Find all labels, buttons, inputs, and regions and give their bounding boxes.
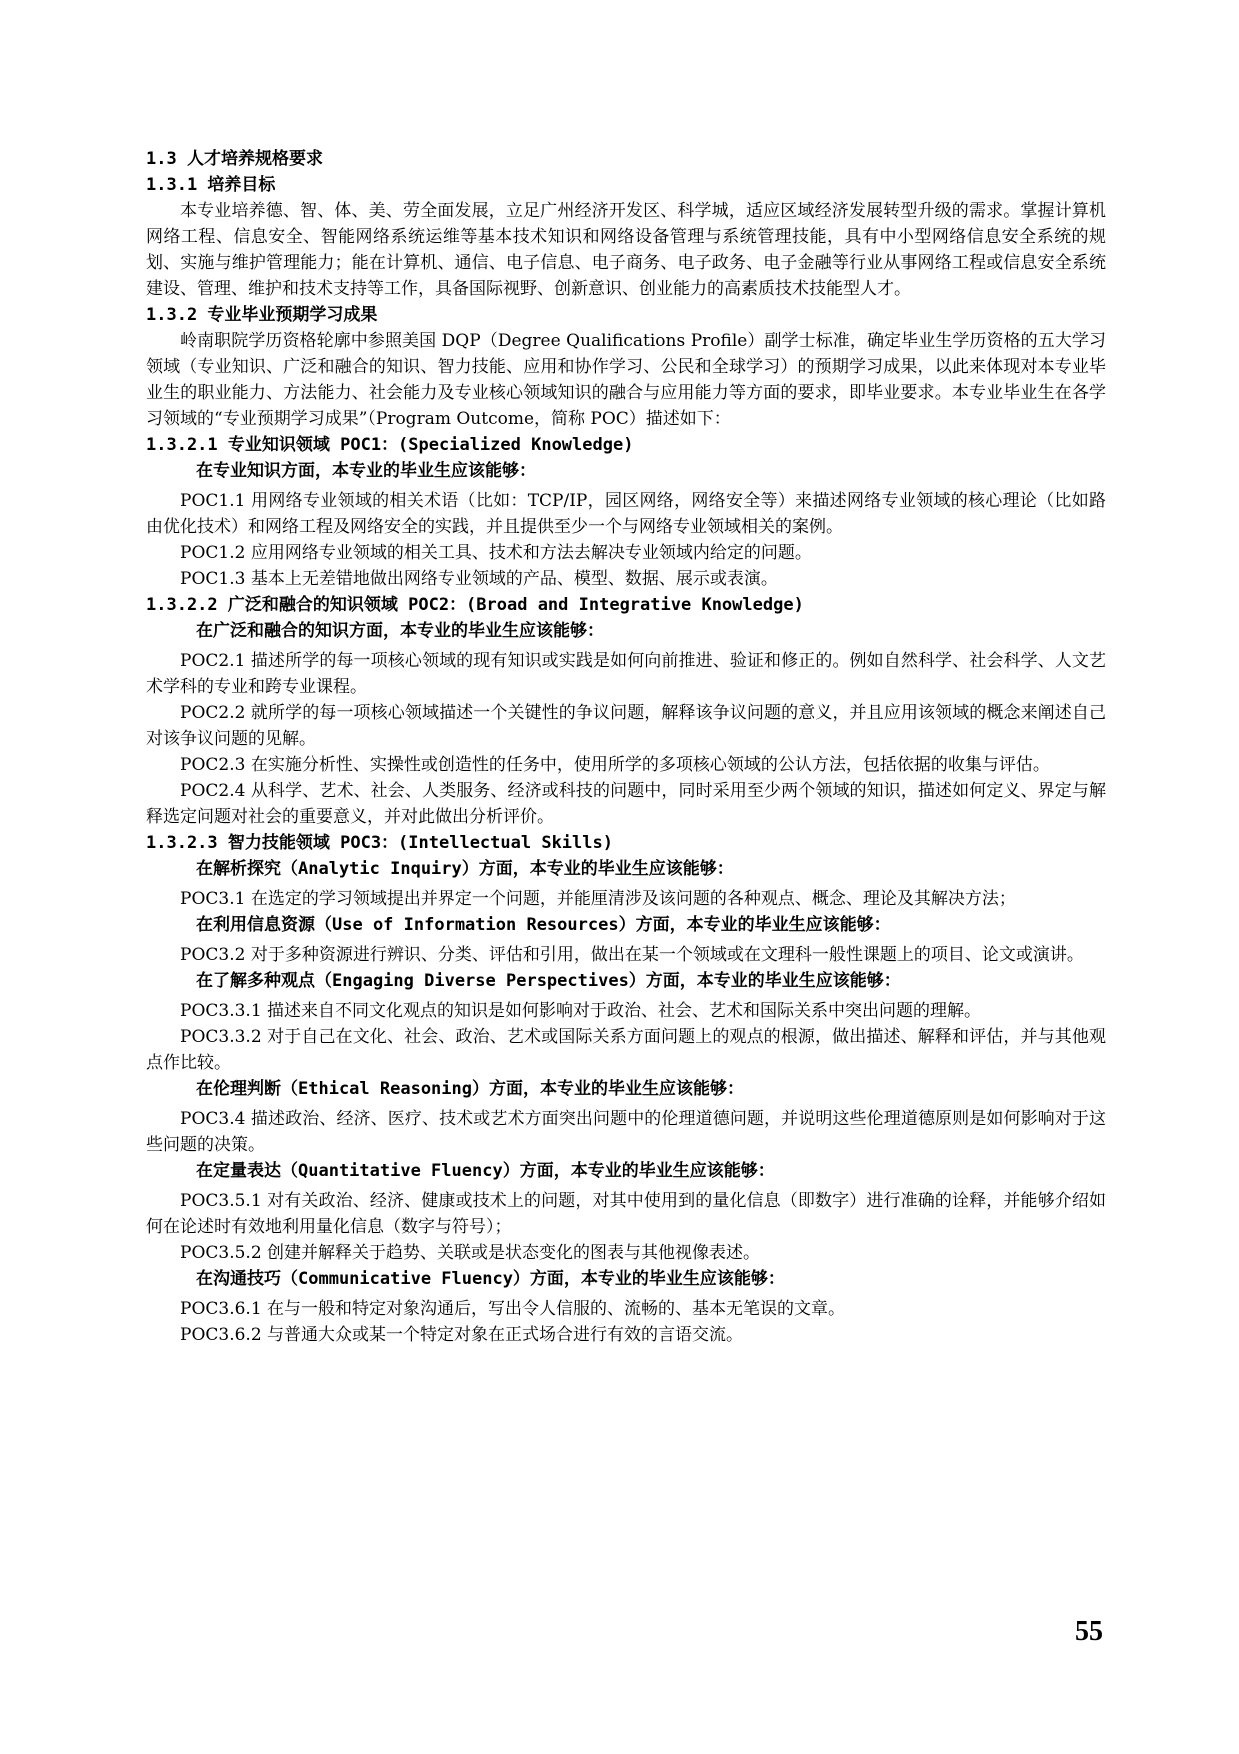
- poc1-2-item: POC1.2 应用网络专业领域的相关工具、技术和方法去解决专业领域内给定的问题。: [180, 543, 812, 563]
- poc3-6-2-item: POC3.6.2 与普通大众或某一个特定对象在正式场合进行有效的言语交流。: [180, 1325, 744, 1345]
- section-heading-1-3-2: 1.3.2 专业毕业预期学习成果: [146, 305, 378, 325]
- section-heading-1-3-1: 1.3.1 培养目标: [146, 175, 276, 195]
- poc3-4-item: POC3.4 描述政治、经济、医疗、技术或艺术方面突出问题中的伦理道德问题，并说明这些伦理道德原则是如何影响对于这些问题的决策。: [146, 1109, 1106, 1155]
- poc3-3-1-item: POC3.3.1 描述来自不同文化观点的知识是如何影响对于政治、社会、艺术和国际关系中突出问题的理解。: [180, 1001, 982, 1021]
- section-heading-poc3: 1.3.2.3 智力技能领域 POC3：(Intellectual Skills): [146, 833, 613, 853]
- poc2-3-item: POC2.3 在实施分析性、实操性或创造性的任务中，使用所学的多项核心领域的公认方法，包括依据的收集与评估。: [180, 755, 1050, 775]
- section-heading-1-3: 1.3 人才培养规格要求: [146, 149, 323, 169]
- paragraph-training-goal: 本专业培养德、智、体、美、劳全面发展，立足广州经济开发区、科学城，适应区域经济发展转型升级的需求。掌握计算机网络工程、信息安全、智能网络系统运维等基本技术知识和网络设备管理与系统管理技能，具有中小型网络信息安全系统的规划、实施与维护管理能力；能在计算机、通信、电子信息、电子商务、电子政务、电子金融等行业从事网络工程或信息安全系统建设、管理、维护和技术支持等工作，具备国际视野、创新意识、创业能力的高素质技术技能型人才。: [146, 201, 1106, 299]
- section-heading-poc2: 1.3.2.2 广泛和融合的知识领域 POC2：(Broad and Integrative Knowledge): [146, 595, 804, 615]
- poc3-5-2-item: POC3.5.2 创建并解释关于趋势、关联或是状态变化的图表与其他视像表述。: [180, 1243, 761, 1263]
- subheading-poc2: 在广泛和融合的知识方面，本专业的毕业生应该能够：: [196, 621, 604, 641]
- subheading-communicative-fluency: 在沟通技巧（Communicative Fluency）方面，本专业的毕业生应该能够：: [196, 1269, 785, 1289]
- poc3-6-1-item: POC3.6.1 在与一般和特定对象沟通后，写出令人信服的、流畅的、基本无笔误的文章。: [180, 1299, 846, 1319]
- document-body: [146, 146, 1106, 1348]
- poc2-2-item: POC2.2 就所学的每一项核心领域描述一个关键性的争议问题，解释该争议问题的意义，并且应用该领域的概念来阐述自己对该争议问题的见解。: [146, 703, 1106, 749]
- poc1-1-item: POC1.1 用网络专业领域的相关术语（比如：TCP/IP，园区网络，网络安全等）来描述网络专业领域的核心理论（比如路由优化技术）和网络工程及网络安全的实践，并且提供至少一个与网络专业领域相关的案例。: [146, 491, 1106, 537]
- poc1-3-item: POC1.3 基本上无差错地做出网络专业领域的产品、模型、数据、展示或表演。: [180, 569, 778, 589]
- poc3-3-2-item: POC3.3.2 对于自己在文化、社会、政治、艺术或国际关系方面问题上的观点的根源，做出描述、解释和评估，并与其他观点作比较。: [146, 1027, 1106, 1073]
- subheading-quantitative-fluency: 在定量表达（Quantitative Fluency）方面，本专业的毕业生应该能够：: [196, 1161, 775, 1181]
- subheading-analytic-inquiry: 在解析探究（Analytic Inquiry）方面，本专业的毕业生应该能够：: [196, 859, 734, 879]
- subheading-ethical-reasoning: 在伦理判断（Ethical Reasoning）方面，本专业的毕业生应该能够：: [196, 1079, 744, 1099]
- poc3-1-item: POC3.1 在选定的学习领域提出并界定一个问题，并能厘清涉及该问题的各种观点、概念、理论及其解决方法；: [180, 889, 1016, 909]
- subheading-poc1: 在专业知识方面，本专业的毕业生应该能够：: [196, 461, 536, 481]
- section-heading-poc1: 1.3.2.1 专业知识领域 POC1：(Specialized Knowledge): [146, 435, 634, 455]
- poc3-2-item: POC3.2 对于多种资源进行辨识、分类、评估和引用，做出在某一个领域或在文理科一般性课题上的项目、论文或演讲。: [180, 945, 1084, 965]
- subheading-diverse-perspectives: 在了解多种观点（Engaging Diverse Perspectives）方面，本专业的毕业生应该能够：: [196, 971, 901, 991]
- paragraph-poc-intro: 岭南职院学历资格轮廓中参照美国 DQP（Degree Qualifications Profile）副学士标准，确定毕业生学历资格的五大学习领域（专业知识、广泛和融合的知识、智力技能、应用和协作学习、公民和全球学习）的预期学习成果，以此来体现对本专业毕业生的职业能力、方法能力、社会能力及专业核心领域知识的融合与应用能力等方面的要求，即毕业要求。本专业毕业生在各学习领域的“专业预期学习成果”（Program Outcome，简称 POC）描述如下：: [146, 331, 1106, 429]
- poc2-1-item: POC2.1 描述所学的每一项核心领域的现有知识或实践是如何向前推进、验证和修正的。例如自然科学、社会科学、人文艺术学科的专业和跨专业课程。: [146, 651, 1106, 697]
- subheading-information-resources: 在利用信息资源（Use of Information Resources）方面，本专业的毕业生应该能够：: [196, 915, 891, 935]
- poc3-5-1-item: POC3.5.1 对有关政治、经济、健康或技术上的问题，对其中使用到的量化信息（即数字）进行准确的诠释，并能够介绍如何在论述时有效地利用量化信息（数字与符号）；: [146, 1191, 1106, 1237]
- poc2-4-item: POC2.4 从科学、艺术、社会、人类服务、经济或科技的问题中，同时采用至少两个领域的知识，描述如何定义、界定与解释选定问题对社会的重要意义，并对此做出分析评价。: [146, 781, 1106, 827]
- page-number: 55: [1075, 1616, 1103, 1647]
